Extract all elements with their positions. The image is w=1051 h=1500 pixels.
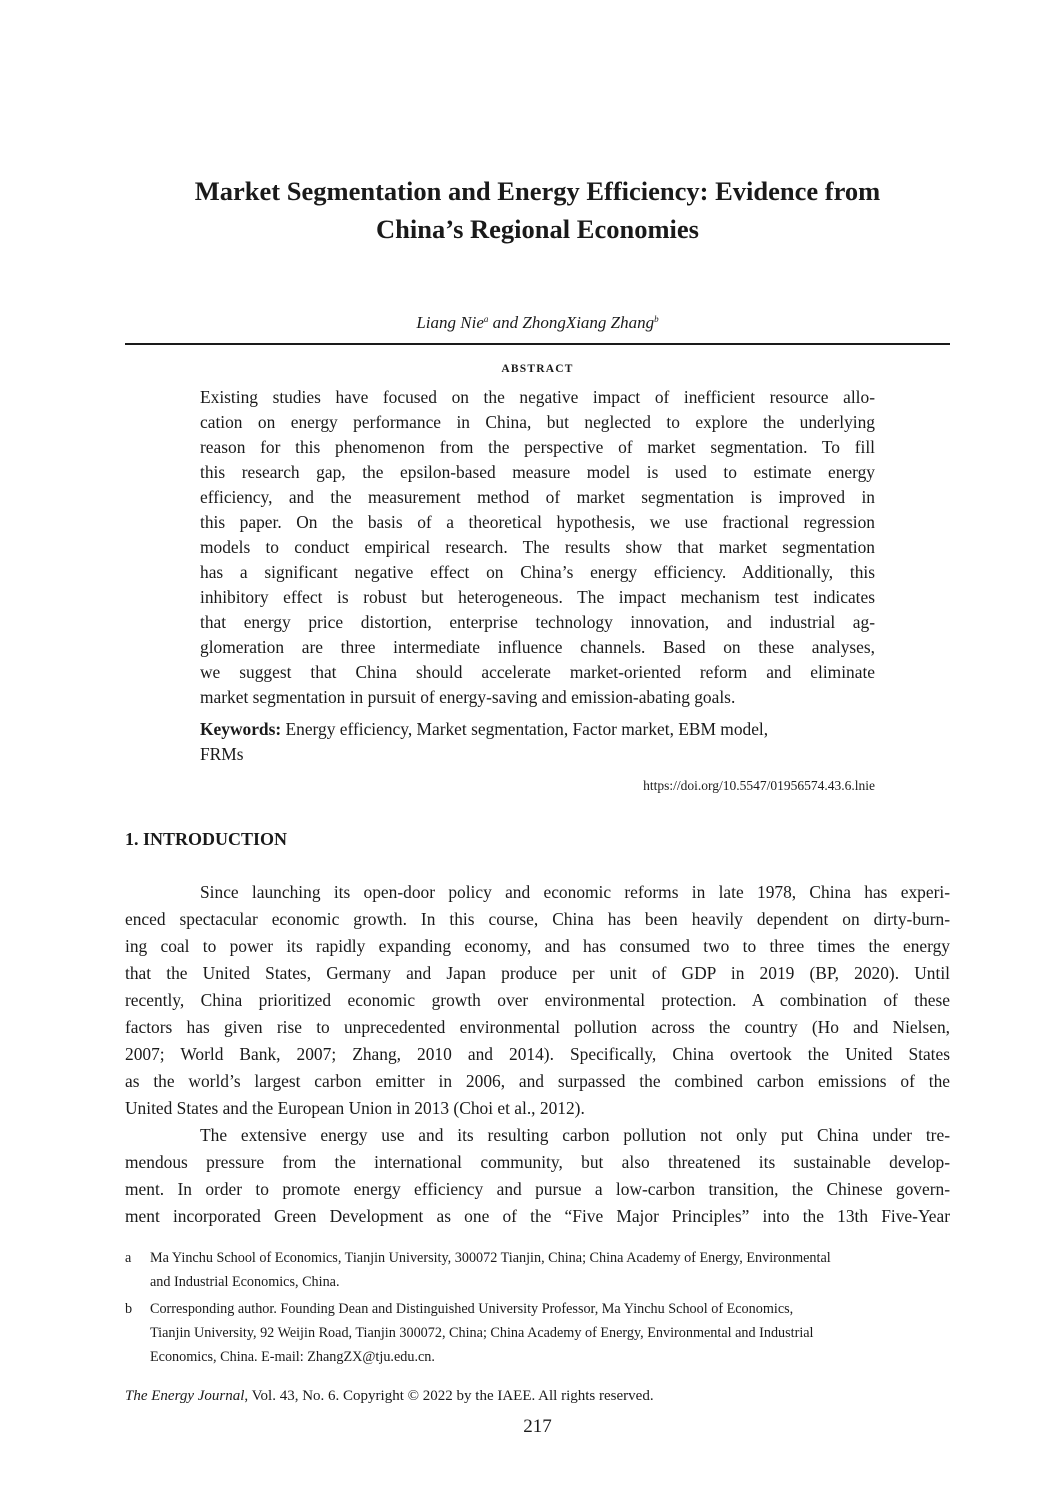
body-line: mendous pressure from the international community, but also threatened its sustainable develop- xyxy=(125,1152,950,1172)
footnote-line: Corresponding author. Founding Dean and Distinguished University Professor, Ma Yinchu School of Economics, xyxy=(150,1301,794,1317)
footnote-mark: b xyxy=(125,1301,133,1317)
body-line: factors has given rise to unprecedented environmental pollution across the country (Ho and Nielsen, xyxy=(125,1017,950,1037)
footnote-line: and Industrial Economics, China. xyxy=(150,1274,340,1290)
keywords-line xyxy=(200,717,875,742)
body-line: enced spectacular economic growth. In this course, China has been heavily dependent on dirty-burn- xyxy=(125,909,950,929)
body-line: ment. In order to promote energy efficiency and pursue a low-carbon transition, the Chinese govern- xyxy=(125,1179,950,1199)
body-line: ment incorporated Green Development as one of the “Five Major Principles” into the 13th Five-Year xyxy=(125,1206,950,1226)
footnote-line: Economics, China. E-mail: ZhangZX@tju.edu.cn. xyxy=(150,1349,435,1365)
abstract-line: this paper. On the basis of a theoretical hypothesis, we use fractional regression xyxy=(200,512,875,532)
footnote xyxy=(125,1297,950,1369)
author-name: Liang Nie xyxy=(416,313,484,332)
keywords-line: FRMs xyxy=(200,744,244,764)
footnotes xyxy=(125,1246,950,1369)
journal-name: The Energy Journal xyxy=(125,1388,245,1404)
paper-title xyxy=(125,172,950,248)
doi-link[interactable]: https://doi.org/10.5547/01956574.43.6.lnie xyxy=(643,778,875,793)
keywords xyxy=(200,717,875,767)
abstract-body xyxy=(200,385,875,710)
abstract-line: this research gap, the epsilon-based measure model is used to estimate energy xyxy=(200,462,875,482)
abstract-line: cation on energy performance in China, but neglected to explore the underlying xyxy=(200,412,875,432)
page-number: 217 xyxy=(523,1416,552,1437)
body-line: 2007; World Bank, 2007; Zhang, 2010 and 2014). Specifically, China overtook the United States xyxy=(125,1044,950,1064)
author-conjunction: and xyxy=(488,313,523,332)
abstract-line: inhibitory effect is robust but heterogeneous. The impact mechanism test indicates xyxy=(200,587,875,607)
abstract-heading: ABSTRACT xyxy=(501,363,574,375)
title-line: Market Segmentation and Energy Efficiency: Evidence from xyxy=(194,176,881,206)
abstract-line: market segmentation in pursuit of energy-saving and emission-abating goals. xyxy=(200,687,736,707)
abstract-line: has a significant negative effect on China’s energy efficiency. Additionally, this xyxy=(200,562,875,582)
journal-footer xyxy=(125,1385,654,1407)
introduction-body xyxy=(125,879,950,1230)
body-line: The extensive energy use and its resulting carbon pollution not only put China under tre- xyxy=(200,1125,950,1145)
keywords-label: Keywords: xyxy=(200,719,282,739)
author-name: ZhongXiang Zhang xyxy=(522,313,655,332)
keywords-text: Energy efficiency, Market segmentation, Factor market, EBM model, xyxy=(281,719,769,739)
footnote xyxy=(125,1246,950,1294)
abstract-line: Existing studies have focused on the negative impact of inefficient resource allo- xyxy=(200,387,875,407)
abstract-line: we suggest that China should accelerate market-oriented reform and eliminate xyxy=(200,662,875,682)
abstract-line: reason for this phenomenon from the perspective of market segmentation. To fill xyxy=(200,437,875,457)
abstract-line: efficiency, and the measurement method of market segmentation is improved in xyxy=(200,487,875,507)
abstract-line: models to conduct empirical research. The results show that market segmentation xyxy=(200,537,875,557)
body-line: as the world’s largest carbon emitter in 2006, and surpassed the combined carbon emissions of the xyxy=(125,1071,950,1091)
header-divider xyxy=(125,343,950,345)
author-line xyxy=(125,307,950,335)
copyright-text: , Vol. 43, No. 6. Copyright © 2022 by the IAEE. All rights reserved. xyxy=(244,1388,654,1404)
body-line: United States and the European Union in 2013 (Choi et al., 2012). xyxy=(125,1098,585,1118)
body-line: recently, China prioritized economic growth over environmental protection. A combination of these xyxy=(125,990,950,1010)
body-line: Since launching its open-door policy and economic reforms in late 1978, China has experi- xyxy=(200,882,950,902)
body-line: that the United States, Germany and Japan produce per unit of GDP in 2019 (BP, 2020). Until xyxy=(125,963,950,983)
abstract-line: that energy price distortion, enterprise technology innovation, and industrial ag- xyxy=(200,612,875,632)
section-heading: 1. INTRODUCTION xyxy=(125,829,288,849)
title-line: China’s Regional Economies xyxy=(376,214,699,244)
footnote-line: Tianjin University, 92 Weijin Road, Tianjin 300072, China; China Academy of Energy, Environmental and Industrial xyxy=(150,1325,814,1341)
affiliation-mark: a xyxy=(483,314,489,324)
body-line: ing coal to power its rapidly expanding economy, and has consumed two to three times the energy xyxy=(125,936,950,956)
footnote-mark: a xyxy=(125,1250,132,1266)
affiliation-mark: b xyxy=(654,314,659,324)
footnote-line: Ma Yinchu School of Economics, Tianjin University, 300072 Tianjin, China; China Academy of Energy, Environmental xyxy=(150,1250,831,1266)
abstract-line: glomeration are three intermediate influence channels. Based on these analyses, xyxy=(200,637,875,657)
